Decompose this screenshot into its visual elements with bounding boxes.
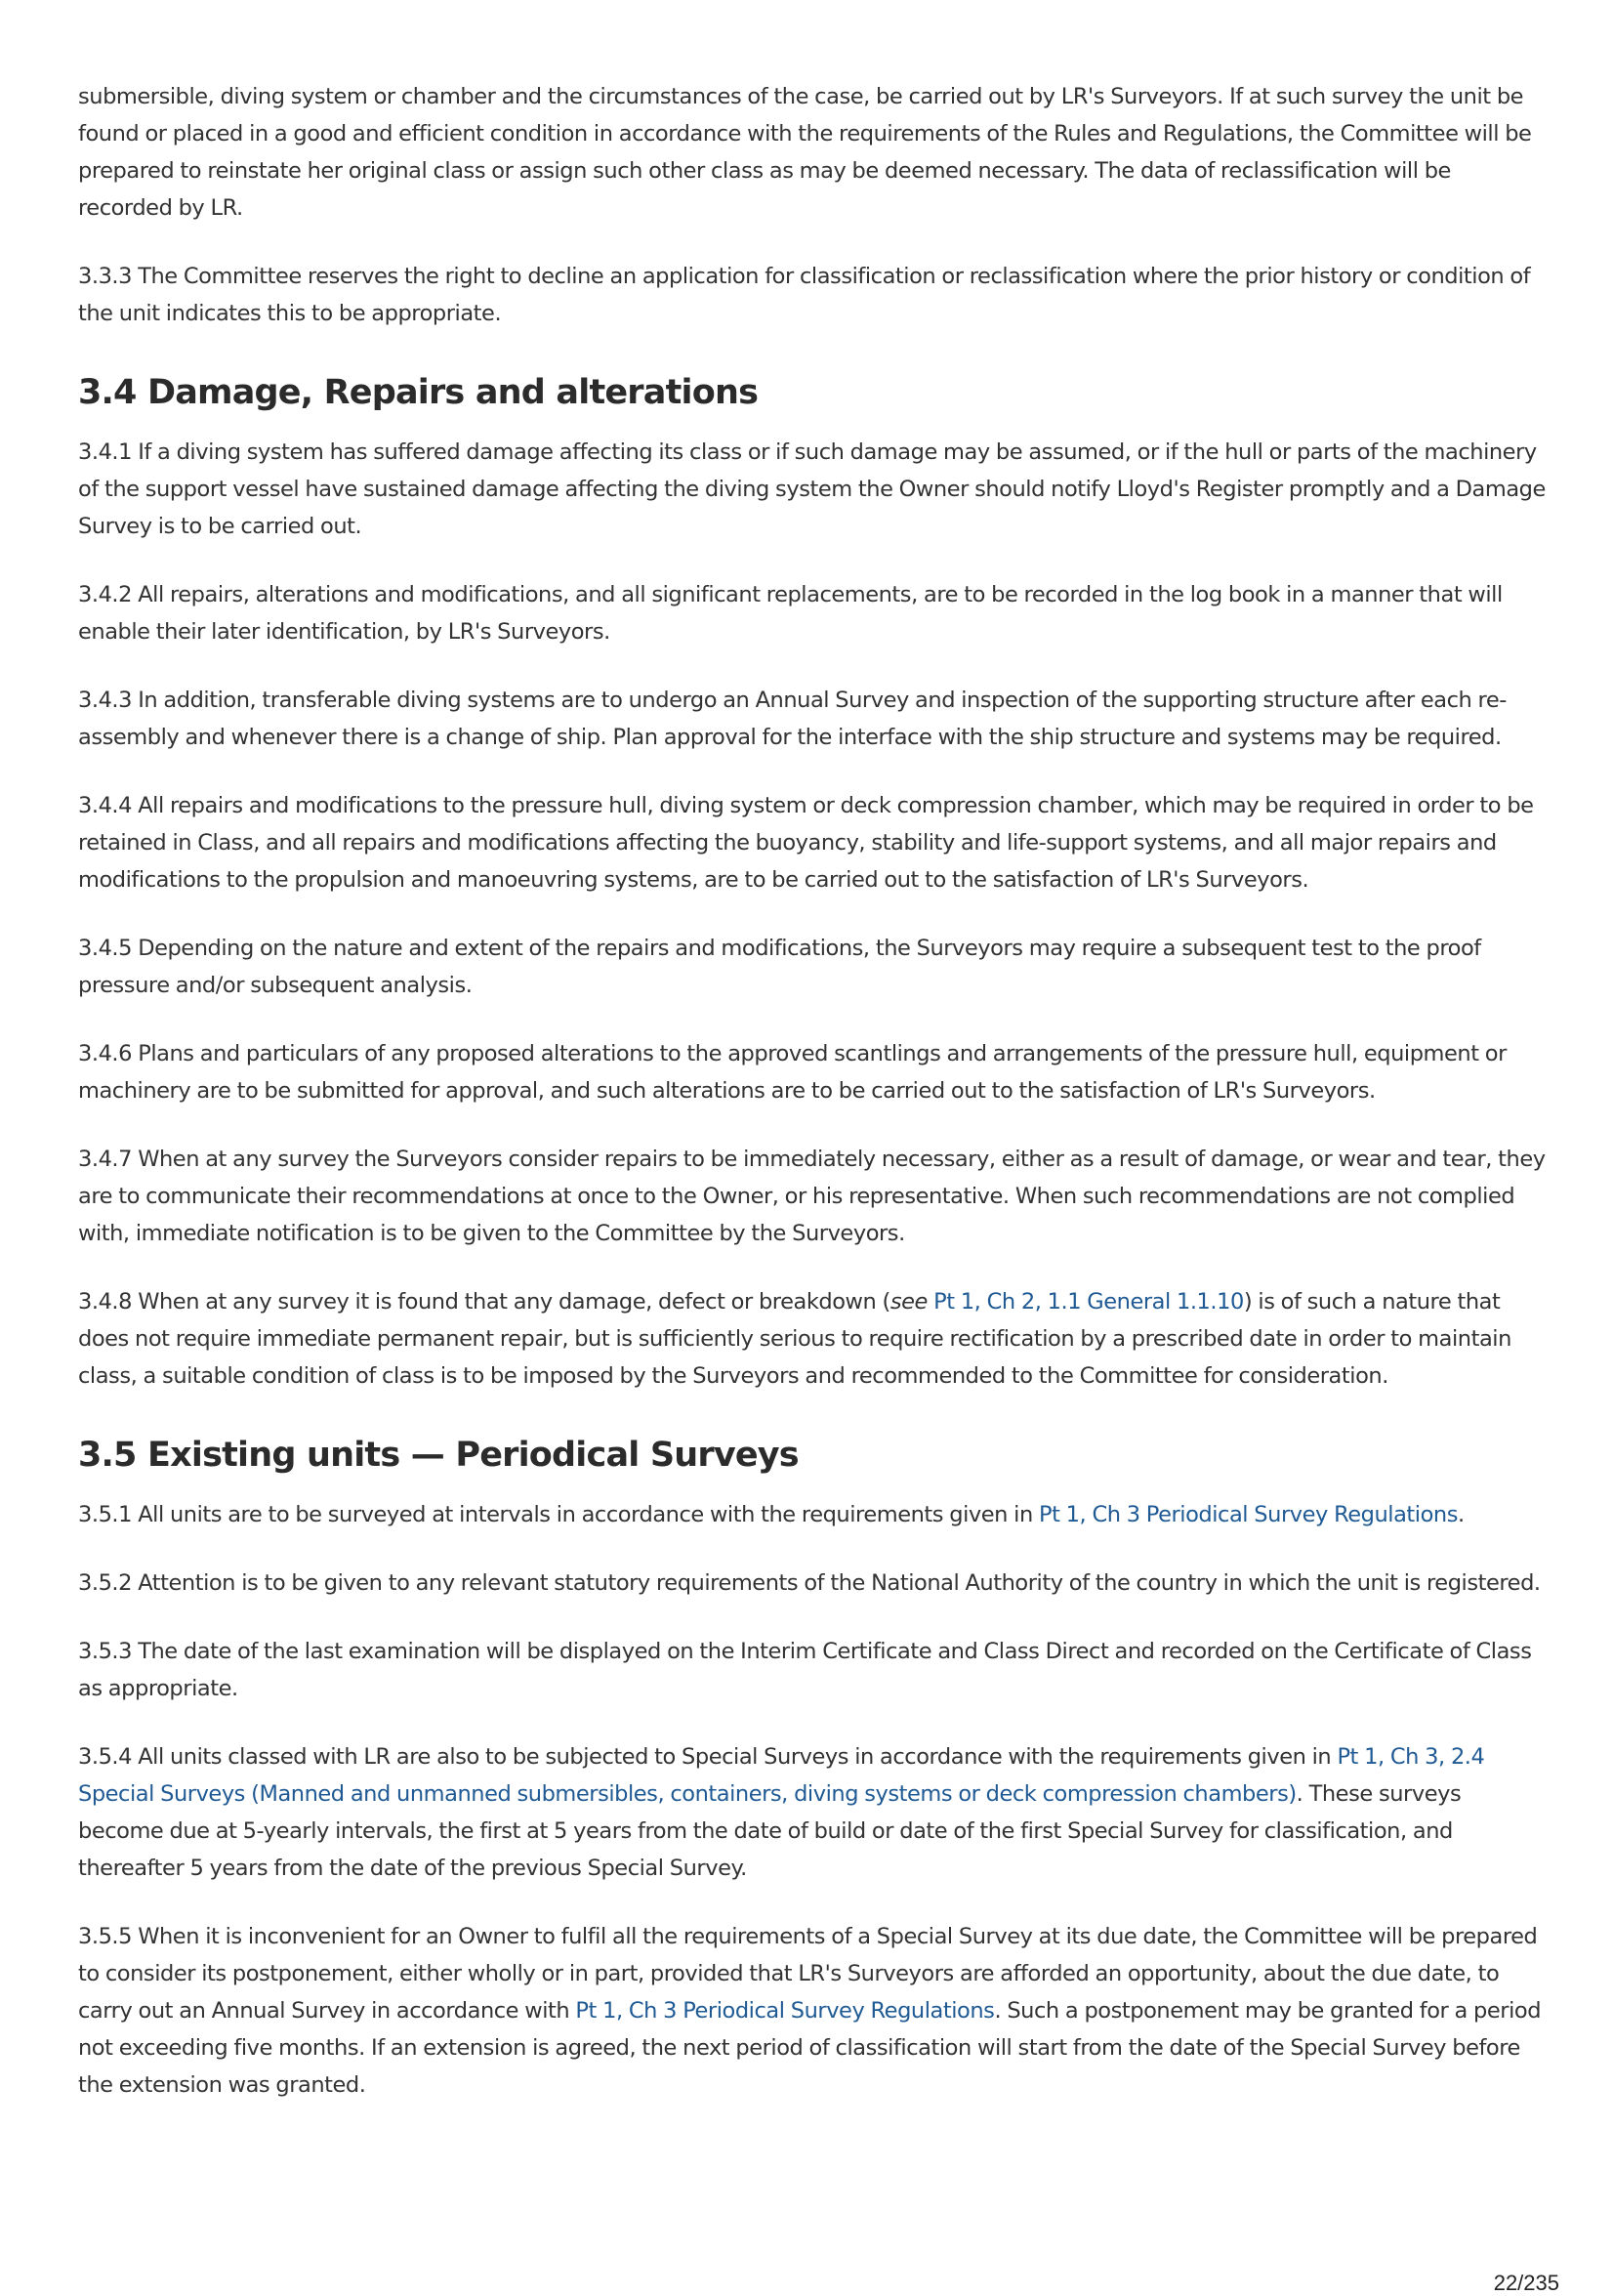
paragraph-3-5-5-text-start: 3.5.5 When it is inconvenient for an Owner to fulfil all the requirements of a Special Survey at its due date, the Committee will be prepared to consider its postponement, either wholly or in part, provided that LR's Surveyors are afforded an opportunity, about the due date, to carry out an Annual Survey in accordance with (78, 1924, 1538, 2024)
paragraph-3-4-3: 3.4.3 In addition, transferable diving systems are to undergo an Annual Survey and inspection of the supporting structure after each re-assembly and whenever there is a change of ship. Plan approval for the interface with the ship structure and systems may be required. (78, 688, 1507, 750)
paragraph-3-5-1 (78, 1496, 1551, 1533)
paragraph-3-3-3: 3.3.3 The Committee reserves the right to decline an application for classification or reclassification where the prior history or condition of the unit indicates this to be appropriate. (78, 264, 1531, 326)
paragraph-3-3-2-continued: submersible, diving system or chamber and the circumstances of the case, be carried out by LR's Surveyors. If at such survey the unit be found or placed in a good and efficient condition in accordance with the requirements of the Rules and Regulations, the Committee will be prepared to reinstate her original class or assign such other class as may be deemed necessary. The data of reclassification will be recorded by LR. (78, 84, 1532, 221)
paragraph-3-5-2: 3.5.2 Attention is to be given to any relevant statutory requirements of the National Authority of the country in which the unit is registered. (78, 1570, 1541, 1596)
section-heading-3-4: 3.4 Damage, Repairs and alterations (78, 373, 759, 412)
link-pt1-ch3-2-4-special-surveys[interactable]: Pt 1, Ch 3, 2.4 Special Surveys (Manned and unmanned submersibles, containers, diving systems or deck compression chambers) (78, 1744, 1485, 1807)
paragraph-3-5-5 (78, 1918, 1551, 2104)
link-pt1-ch3-periodical-survey-regulations-2[interactable]: Pt 1, Ch 3 Periodical Survey Regulations (575, 1998, 995, 2024)
paragraph-3-4-5: 3.4.5 Depending on the nature and extent of the repairs and modifications, the Surveyors may require a subsequent test to the proof pressure and/or subsequent analysis. (78, 936, 1481, 998)
link-pt1-ch3-periodical-survey-regulations[interactable]: Pt 1, Ch 3 Periodical Survey Regulations (1038, 1502, 1458, 1527)
paragraph-3-4-4: 3.4.4 All repairs and modifications to the pressure hull, diving system or deck compression chamber, which may be required in order to be retained in Class, and all repairs and modifications affecting the buoyancy, stability and life-support systems, and all major repairs and modifications to the propulsion and manoeuvring systems, are to be carried out to the satisfaction of LR's Surveyors. (78, 793, 1534, 893)
section-heading-3-5: 3.5 Existing units — Periodical Surveys (78, 1436, 799, 1475)
paragraph-3-4-8-text-start: 3.4.8 When at any survey it is found that any damage, defect or breakdown ( (78, 1289, 890, 1315)
link-pt1-ch2-1-1-general[interactable]: Pt 1, Ch 2, 1.1 General 1.1.10 (933, 1289, 1244, 1315)
paragraph-3-5-5-text-end: . Such a postponement may be granted for a period not exceeding five months. If an extension is agreed, the next period of classification will start from the date of the Special Survey before the extension was granted. (78, 1998, 1542, 2098)
document-page (78, 78, 1551, 2135)
paragraph-3-5-4 (78, 1738, 1551, 1887)
page-number: 22/235 (1493, 2271, 1559, 2295)
paragraph-3-4-1: 3.4.1 If a diving system has suffered damage affecting its class or if such damage may be assumed, or if the hull or parts of the machinery of the support vessel have sustained damage affecting the diving system the Owner should notify Lloyd's Register promptly and a Damage Survey is to be carried out. (78, 439, 1546, 539)
paragraph-3-4-8-text-end: ) is of such a nature that does not require immediate permanent repair, but is sufficiently serious to require rectification by a prescribed date in order to maintain class, a suitable condition of class is to be imposed by the Surveyors and recommended to the Committee for consideration. (78, 1289, 1511, 1389)
paragraph-3-5-4-text-end: . These surveys become due at 5-yearly intervals, the first at 5 years from the date of build or date of the first Special Survey for classification, and thereafter 5 years from the date of the previous Special Survey. (78, 1781, 1462, 1881)
paragraph-3-5-1-text-start: 3.5.1 All units are to be surveyed at intervals in accordance with the requirements given in (78, 1502, 1039, 1527)
paragraph-3-5-1-text-end: . (1458, 1502, 1465, 1527)
paragraph-3-4-2: 3.4.2 All repairs, alterations and modifications, and all significant replacements, are to be recorded in the log book in a manner that will enable their later identification, by LR's Surveyors. (78, 582, 1503, 645)
paragraph-3-5-4-text-start: 3.5.4 All units classed with LR are also to be subjected to Special Surveys in accordance with the requirements given in (78, 1744, 1338, 1770)
paragraph-3-4-8-see: see (889, 1289, 928, 1315)
paragraph-3-5-3: 3.5.3 The date of the last examination will be displayed on the Interim Certificate and Class Direct and recorded on the Certificate of Class as appropriate. (78, 1639, 1532, 1701)
paragraph-3-4-8 (78, 1283, 1551, 1395)
paragraph-3-4-6: 3.4.6 Plans and particulars of any proposed alterations to the approved scantlings and arrangements of the pressure hull, equipment or machinery are to be submitted for approval, and such alterations are to be carried out to the satisfaction of LR's Surveyors. (78, 1041, 1507, 1104)
paragraph-3-4-7: 3.4.7 When at any survey the Surveyors consider repairs to be immediately necessary, either as a result of damage, or wear and tear, they are to communicate their recommendations at once to the Owner, or his representative. When such recommendations are not complied with, immediate notification is to be given to the Committee by the Surveyors. (78, 1147, 1546, 1246)
